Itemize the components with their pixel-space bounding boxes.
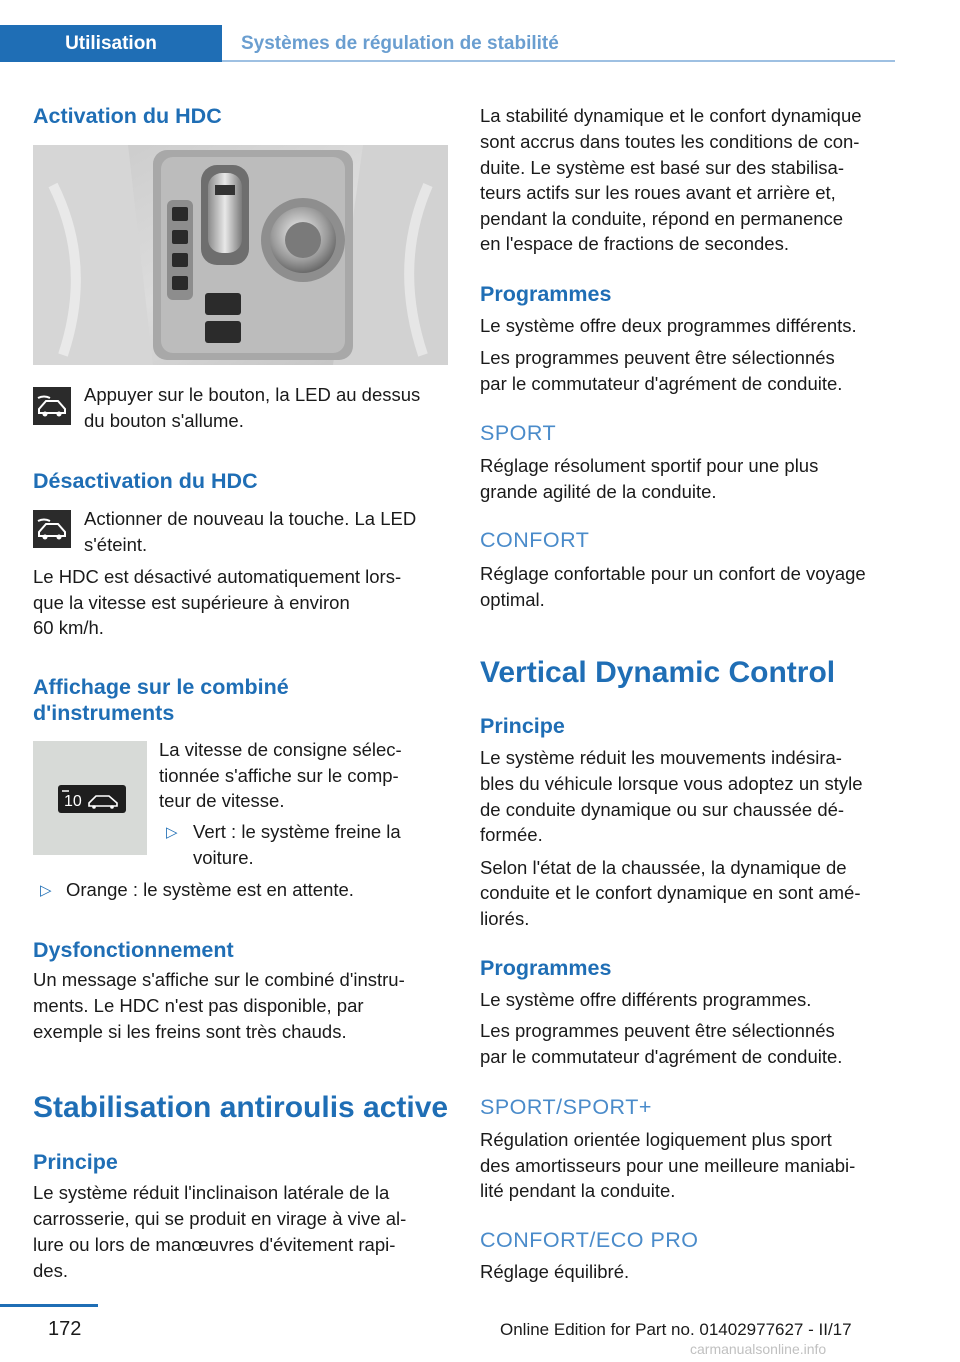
sportplus-line1: Régulation orientée logiquement plus sport [480,1129,832,1150]
display-text-line2: tionnée s'affiche sur le comp‐ [159,765,399,786]
watermark: carmanualsonline.info [690,1341,827,1357]
footer-divider [0,1304,98,1307]
bullet-orange: Orange : le système est en attente. [66,879,354,900]
sportplus-line2: des amortisseurs pour une meilleure maniabi‐ [480,1155,856,1176]
display-text-line1: La vitesse de consigne sélec‐ [159,739,402,760]
vdc-principle-line1: Le système réduit les mouvements indésira‐ [480,747,842,768]
vdc-principle-line2: bles du véhicule lorsque vous adoptez un style [480,773,863,794]
display-speed: 10 [64,793,82,810]
edition-text: Online Edition for Part no. 01402977627 - II/17 [500,1320,852,1339]
vdc-principle-line4: formée. [480,824,543,845]
intro-line2: sont accrus dans toutes les conditions de con‐ [480,131,860,152]
vdc-programs-title: Programmes [480,956,612,980]
vdc-state-line2: conduite et le confort dynamique en sont amé‐ [480,882,861,903]
display-title-line2: d'instruments [33,701,175,725]
bullet-green-line1: Vert : le système freine la [193,821,401,842]
principle-line3: lure ou lors de manœuvres d'évitement rapi‐ [33,1234,396,1255]
comfort-line1: Réglage confortable pour un confort de voyage [480,563,866,584]
ecopro-title: CONFORT/ECO PRO [480,1228,699,1252]
vdc-principle-line3: de conduite dynamique ou sur chaussée dé‐ [480,799,845,820]
sport-title: SPORT [480,421,557,445]
vdc-programs-p1: Le système offre différents programmes. [480,989,812,1010]
display-text-line3: teur de vitesse. [159,790,285,811]
intro-line3: duite. Le système est basé sur des stabilisa‐ [480,157,845,178]
hdc-button-icon [33,510,71,548]
bullet-green-line2: voiture. [193,847,254,868]
malfunction-line1: Un message s'affiche sur le combiné d'instru‐ [33,969,405,990]
header-divider [222,60,895,62]
ecopro-text: Réglage équilibré. [480,1261,630,1282]
activation-title: Activation du HDC [33,104,222,128]
deactivation-title: Désactivation du HDC [33,469,258,493]
activation-text-line1: Appuyer sur le bouton, la LED au dessus [84,384,421,405]
vdc-principle-title: Principe [480,714,565,738]
deactivation-text-line2: s'éteint. [84,534,148,555]
deactivation-text-line1: Actionner de nouveau la touche. La LED [84,508,417,529]
sportplus-line3: lité pendant la conduite. [480,1180,676,1201]
hdc-display-icon [33,741,147,855]
programs-p2-line2: par le commutateur d'agrément de conduite. [480,373,843,394]
programs-title: Programmes [480,282,612,306]
programs-p2-line1: Les programmes peuvent être sélectionnés [480,347,835,368]
principle-line1: Le système réduit l'inclinaison latérale de la [33,1182,390,1203]
display-title-line1: Affichage sur le combiné [33,675,289,699]
principle-title: Principe [33,1150,118,1174]
vdc-programs-p2-line2: par le commutateur d'agrément de conduite. [480,1046,843,1067]
malfunction-line3: exemple si les freins sont très chauds. [33,1021,347,1042]
sport-line2: grande agilité de la conduite. [480,481,717,502]
auto-off-line3: 60 km/h. [33,617,104,638]
triangle-bullet-icon: ▷ [40,882,52,899]
intro-line4: teurs actifs sur les roues avant et arrière et, [480,182,836,203]
auto-off-line1: Le HDC est désactivé automatiquement lors‐ [33,566,402,587]
section-tab[interactable]: Utilisation [0,25,222,62]
malfunction-line2: ments. Le HDC n'est pas disponible, par [33,995,364,1016]
comfort-title: CONFORT [480,528,590,552]
intro-line1: La stabilité dynamique et le confort dynamique [480,105,862,126]
center-console-photo [33,145,448,365]
principle-line2: carrosserie, qui se produit en virage à vive al‐ [33,1208,407,1229]
vdc-state-line1: Selon l'état de la chaussée, la dynamique de [480,857,847,878]
triangle-bullet-icon: ▷ [166,824,178,841]
sportplus-title: SPORT/SPORT+ [480,1095,652,1119]
breadcrumb[interactable]: Systèmes de régulation de stabilité [241,32,559,54]
programs-p1: Le système offre deux programmes différents. [480,315,857,336]
vdc-state-line3: liorés. [480,908,530,929]
comfort-line2: optimal. [480,589,545,610]
vdc-title: Vertical Dynamic Control [480,656,836,689]
intro-line5: pendant la conduite, répond en permanence [480,208,844,229]
auto-off-line2: que la vitesse est supérieure à environ [33,592,350,613]
intro-line6: en l'espace de fractions de secondes. [480,233,789,254]
principle-line4: des. [33,1260,68,1281]
stab-title: Stabilisation antiroulis active [33,1091,449,1124]
malfunction-title: Dysfonctionnement [33,938,234,962]
sport-line1: Réglage résolument sportif pour une plus [480,455,819,476]
page-number: 172 [48,1318,82,1340]
vdc-programs-p2-line1: Les programmes peuvent être sélectionnés [480,1020,835,1041]
activation-text-line2: du bouton s'allume. [84,410,244,431]
hdc-button-icon [33,387,71,425]
